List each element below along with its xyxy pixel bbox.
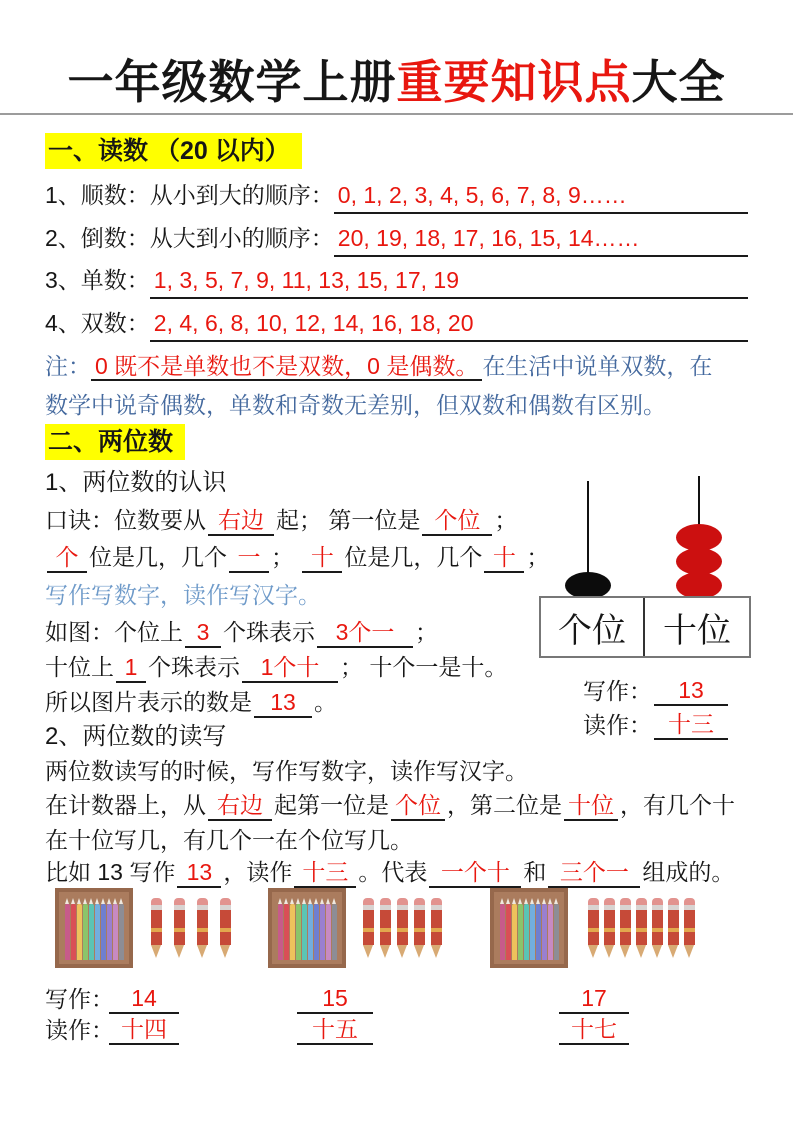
answer-blank: 1	[116, 653, 146, 683]
read-answer-blank: 十四	[109, 1015, 179, 1045]
read-label: 读作：	[45, 1017, 114, 1043]
note-prefix: 注：	[45, 353, 91, 379]
write-answer-blank: 17	[559, 984, 629, 1014]
read-answer-blank: 十三	[654, 710, 728, 740]
answer-blank: 3个一	[317, 618, 413, 648]
pencil-icon	[414, 898, 425, 958]
section2-sub1: 1、两位数的认识	[45, 469, 227, 496]
answer-blank: 十	[302, 543, 342, 573]
title-part-black1: 一年级数学上册	[67, 56, 397, 108]
answer-blank: 1个十	[242, 653, 338, 683]
pencil-icon	[431, 898, 442, 958]
read-label: 读作：	[583, 712, 652, 738]
text-run: 位是几，几个	[344, 544, 483, 570]
text-run: ；	[526, 544, 550, 570]
boxed-pencil	[113, 904, 118, 960]
pencil-icon	[620, 898, 631, 958]
pencil-icon	[588, 898, 599, 958]
write-answer-blank: 15	[297, 984, 373, 1014]
red-bead	[676, 524, 722, 551]
text-run: 组成的。	[642, 859, 735, 885]
pencil-icon	[604, 898, 615, 958]
boxed-pencil	[83, 904, 88, 960]
boxed-pencil	[296, 904, 301, 960]
boxed-pencil	[284, 904, 289, 960]
boxed-pencil	[332, 904, 337, 960]
answer-blank: 右边	[208, 791, 272, 821]
boxed-pencil	[314, 904, 319, 960]
list-item-label: 1、顺数：从小到大的顺序：	[45, 182, 334, 208]
note-line-2: 数学中说奇偶数，单数和奇数无差别，但双数和偶数有区别。	[45, 392, 666, 418]
text-run: 。	[314, 689, 337, 715]
list-item-label: 4、双数：	[45, 310, 150, 336]
red-bead	[676, 548, 722, 575]
title-divider	[0, 113, 793, 115]
boxed-pencil	[101, 904, 106, 960]
pencil-box	[55, 888, 133, 968]
pencil-group-15	[268, 888, 442, 968]
list-item-shuangshu	[45, 306, 748, 342]
text-run: ；	[415, 619, 438, 645]
text-run: 和	[523, 859, 547, 885]
boxed-pencil	[95, 904, 100, 960]
answer-blank: 13	[177, 858, 221, 888]
pencil-icon	[668, 898, 679, 958]
paragraph-line: 两位数读写的时候，写作写数字，读作写汉字。	[45, 758, 528, 784]
red-bead	[676, 572, 722, 599]
boxed-pencil	[290, 904, 295, 960]
boxed-pencil	[500, 904, 505, 960]
figure-write-row	[583, 676, 730, 706]
text-run: 在计数器上，从	[45, 792, 206, 818]
boxed-pencil	[107, 904, 112, 960]
list-item-value: 1, 3, 5, 7, 9, 11, 13, 15, 17, 19	[150, 263, 748, 299]
list-item-value: 20, 19, 18, 17, 16, 15, 14……	[334, 221, 748, 257]
ones-place-cell: 个位	[541, 598, 645, 656]
note-line-1	[45, 350, 712, 382]
pencil-icon	[636, 898, 647, 958]
figure-read-row	[583, 710, 730, 740]
pencil-icon	[197, 898, 208, 958]
loose-pencils	[588, 898, 695, 958]
boxed-pencil	[512, 904, 517, 960]
pencil-icon	[174, 898, 185, 958]
pencil-box	[268, 888, 346, 968]
boxed-pencil	[308, 904, 313, 960]
list-item-label: 3、单数：	[45, 267, 150, 293]
list-item-value: 2, 4, 6, 8, 10, 12, 14, 16, 18, 20	[150, 306, 748, 342]
list-item-shunshu	[45, 178, 748, 214]
list-item-danshu	[45, 263, 748, 299]
text-run: 个珠表示	[223, 619, 315, 645]
doc-title	[0, 46, 793, 112]
boxed-pencil	[71, 904, 76, 960]
tens-beads	[676, 524, 722, 599]
koujue-line-1	[45, 504, 517, 536]
list-item-value: 0, 1, 2, 3, 4, 5, 6, 7, 8, 9……	[334, 178, 748, 214]
text-run: 比如 13 写作	[45, 859, 176, 885]
paragraph-line	[45, 856, 734, 888]
answer-blank: 一	[229, 543, 269, 573]
text-run: 口诀：位数要从	[45, 507, 206, 533]
boxed-pencil	[536, 904, 541, 960]
note-red-text: 0 既不是单数也不是双数，0 是偶数。	[91, 353, 482, 381]
boxed-pencil	[542, 904, 547, 960]
figure-desc-line-3	[45, 686, 337, 718]
pencil-icon	[684, 898, 695, 958]
abacus-figure	[520, 460, 786, 760]
read-answers-row	[45, 1015, 748, 1047]
boxed-pencil	[554, 904, 559, 960]
read-answer-blank: 十五	[297, 1015, 373, 1045]
answer-blank: 十位	[564, 791, 618, 821]
pencil-icon	[363, 898, 374, 958]
boxed-pencil	[548, 904, 553, 960]
black-bead	[565, 572, 611, 599]
write-label: 写作：	[45, 986, 114, 1012]
answer-blank: 十三	[294, 858, 356, 888]
text-run: 十位上	[45, 654, 114, 680]
figure-desc-line-2	[45, 651, 507, 683]
section2-sub2: 2、两位数的读写	[45, 723, 227, 750]
pencil-group-14	[55, 888, 231, 968]
text-run: ，第二位是	[447, 792, 562, 818]
text-run: ，读作	[223, 859, 293, 885]
boxed-pencil	[518, 904, 523, 960]
place-value-table	[539, 596, 751, 658]
answer-blank: 三个一	[548, 858, 640, 888]
text-run: 位是几，几个	[89, 544, 227, 570]
pencil-icon	[397, 898, 408, 958]
text-run: ；	[271, 544, 301, 570]
pencil-box	[490, 888, 568, 968]
answer-blank: 13	[254, 688, 312, 718]
list-item-daoshu	[45, 221, 748, 257]
boxed-pencil	[506, 904, 511, 960]
boxed-pencil	[278, 904, 283, 960]
boxed-pencil	[524, 904, 529, 960]
paragraph-line: 在十位写几，有几个一在个位写几。	[45, 827, 413, 853]
boxed-pencil	[320, 904, 325, 960]
write-answer-blank: 14	[109, 984, 179, 1014]
text-run: 起； 第一位是	[276, 507, 421, 533]
pencil-icon	[151, 898, 162, 958]
section2-heading: 二、两位数	[45, 424, 185, 460]
title-part-black2: 大全	[631, 56, 726, 108]
answer-blank: 一个十	[429, 858, 521, 888]
boxed-pencil	[302, 904, 307, 960]
answer-blank: 个位	[422, 506, 492, 536]
text-run: 。代表	[358, 859, 428, 885]
write-answers-row	[45, 984, 748, 1016]
pencil-icon	[220, 898, 231, 958]
text-run: 所以图片表示的数是	[45, 689, 252, 715]
paragraph-line	[45, 789, 735, 821]
loose-pencils	[151, 898, 231, 958]
boxed-pencil	[119, 904, 124, 960]
boxed-pencil	[530, 904, 535, 960]
read-answer-blank: 十七	[559, 1015, 629, 1045]
text-run: ； 十个一是十。	[340, 654, 508, 680]
note-blue-text: 在生活中说单双数，在	[482, 353, 713, 379]
figure-desc-line-1	[45, 616, 438, 648]
list-item-label: 2、倒数：从大到小的顺序：	[45, 225, 334, 251]
boxed-pencil	[77, 904, 82, 960]
text-run: 如图：个位上	[45, 619, 183, 645]
text-run: 起第一位是	[274, 792, 389, 818]
loose-pencils	[363, 898, 442, 958]
boxed-pencil	[65, 904, 70, 960]
boxed-pencil	[326, 904, 331, 960]
answer-blank: 右边	[208, 506, 274, 536]
section1-heading: 一、读数 （20 以内）	[45, 133, 302, 169]
ones-beads	[565, 572, 611, 599]
answer-blank: 个位	[391, 791, 445, 821]
answer-blank: 十	[484, 543, 524, 573]
write-label: 写作：	[583, 678, 652, 704]
boxed-pencil	[89, 904, 94, 960]
pencil-group-17	[490, 888, 695, 968]
text-run: ，有几个十	[620, 792, 735, 818]
pencil-icon	[380, 898, 391, 958]
koujue-line-3: 写作写数字，读作写汉字。	[45, 582, 321, 608]
text-run: ；	[494, 507, 518, 533]
write-answer-blank: 13	[654, 676, 728, 706]
answer-blank: 3	[185, 618, 221, 648]
koujue-line-2	[45, 541, 549, 573]
text-run: 个珠表示	[148, 654, 240, 680]
title-part-red: 重要知识点	[396, 56, 632, 108]
answer-blank: 个	[47, 543, 87, 573]
pencil-icon	[652, 898, 663, 958]
tens-place-cell: 十位	[663, 611, 731, 650]
